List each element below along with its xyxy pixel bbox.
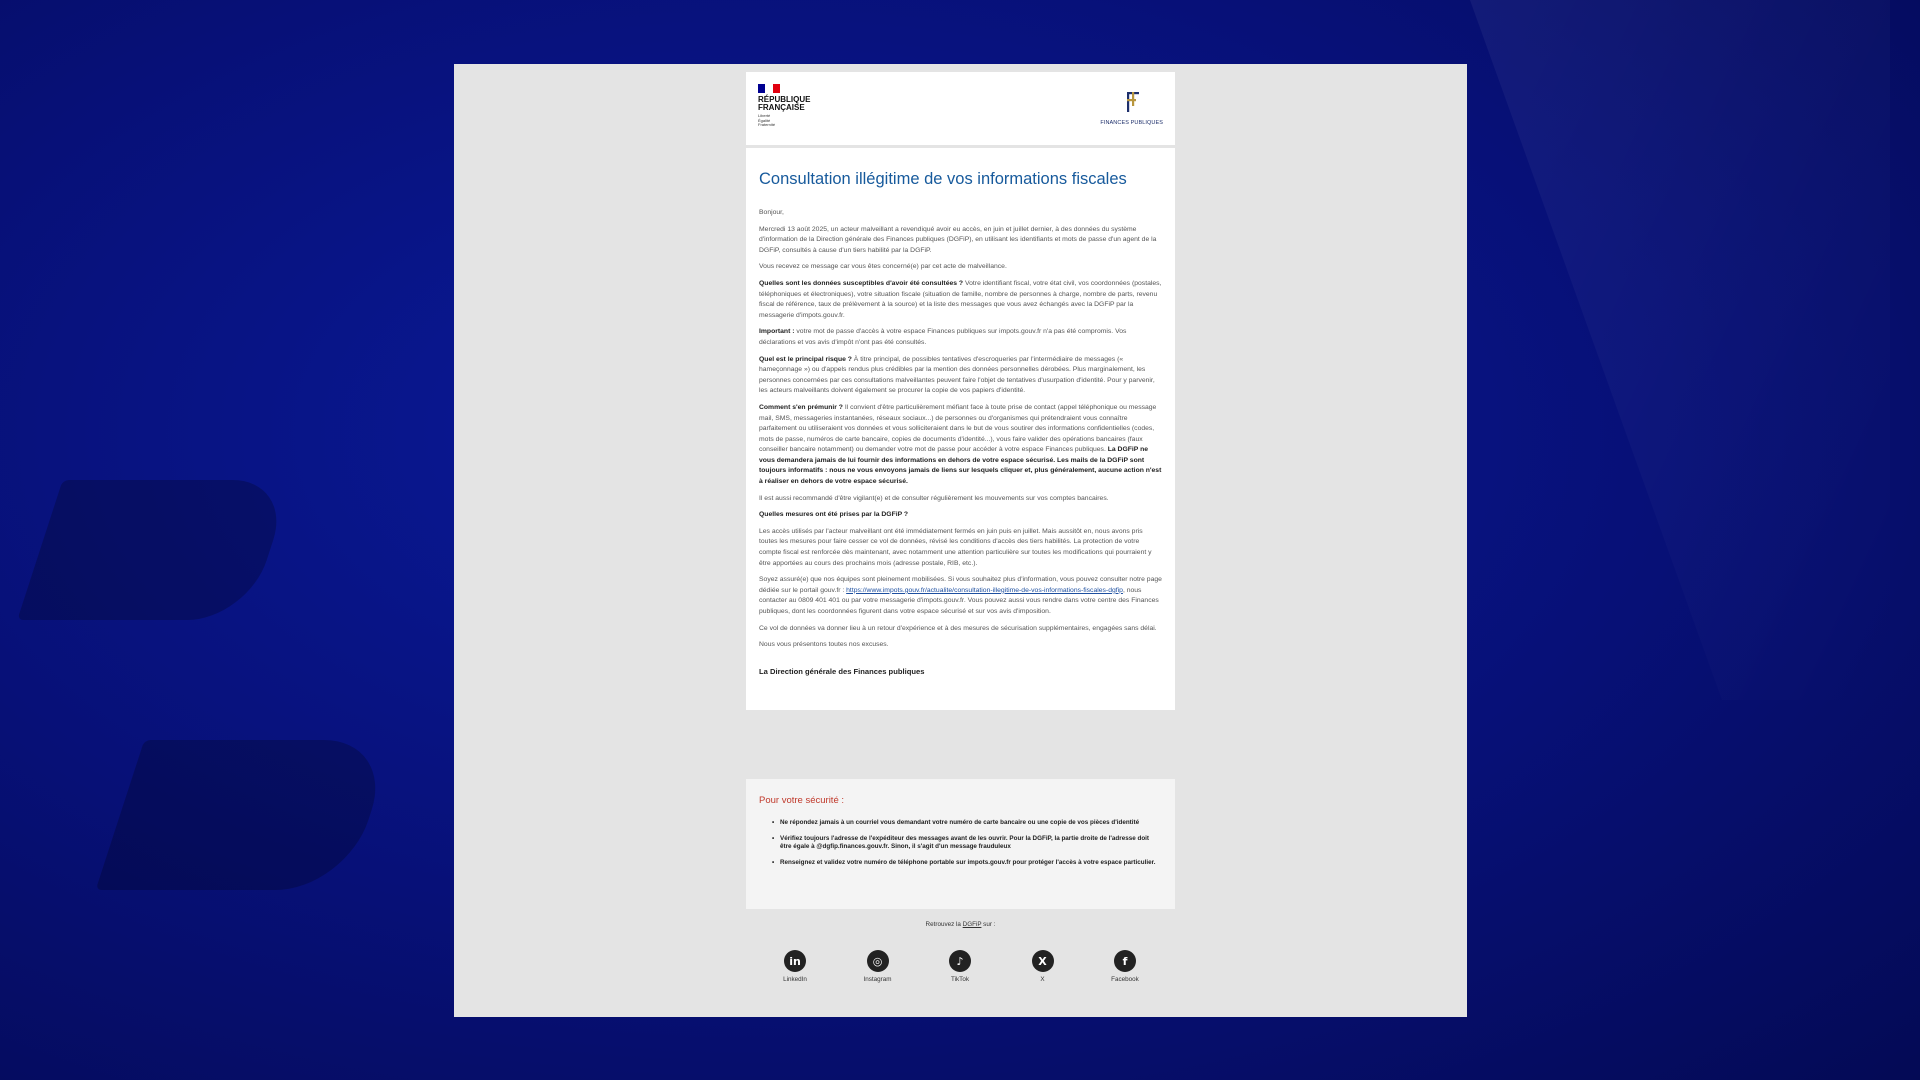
social-links bbox=[770, 950, 1150, 983]
paragraph-risk: Quel est le principal risque ? À titre principal, de possibles tentatives d'escroqueries par l'intermédiaire de messages (« hameçonnage ») ou d'appels rendus plus crédibles par la mention des données personnelles dérobées. Plus marginalement, les personnes concernées par ces consultations malveillantes peuvent faire l'objet de tentatives d'usurpation d'identité. Pour y parvenir, les acteurs malveillants doivent également se procurer la copie de vos papiers d'identité. bbox=[759, 355, 1155, 395]
social-label[interactable]: LinkedIn bbox=[783, 976, 807, 983]
paragraph-concerned: Vous recevez ce message car vous êtes concerné(e) par cet acte de malveillance. bbox=[759, 263, 1007, 271]
security-box bbox=[746, 779, 1175, 909]
email-title: Consultation illégitime de vos informations fiscales bbox=[759, 170, 1127, 188]
paragraph-vigilance: Il est aussi recommandé d'être vigilant(e) et de consulter régulièrement les mouvements sur vos comptes bancaires. bbox=[759, 494, 1109, 502]
social-label[interactable]: Facebook bbox=[1111, 976, 1139, 983]
rf-motto: Liberté Égalité Fraternité bbox=[758, 113, 776, 127]
security-tip: • Vérifiez toujours l'adresse de l'expéditeur des messages avant de les ouvrir. Pour la DGFiP, la partie droite de l'adresse doit être égale à @dgfip.finances.gouv.fr. Sinon, il s'agit d'un message frauduleux bbox=[780, 835, 1160, 851]
social-link-instagram[interactable] bbox=[853, 950, 903, 983]
paragraph-measures-heading: Quelles mesures ont été prises par la DGFiP ? bbox=[759, 511, 909, 519]
social-link-facebook[interactable] bbox=[1100, 950, 1150, 983]
x-icon[interactable]: X bbox=[1032, 950, 1054, 972]
social-link-x[interactable] bbox=[1018, 950, 1068, 983]
background-shape bbox=[96, 740, 395, 890]
paragraph-contact: Soyez assuré(e) que nos équipes sont pleinement mobilisées. Si vous souhaitez plus d'information, vous pouvez consulter notre page dédiée sur le portail gouv.fr : https://www.impots.gouv.fr/actualite/consultation-illegitime-de-vos-informations-fiscales-dgfip, nous contacter au 0809 401 401 ou par votre messagerie d'impots.gouv.fr. Vous pouvez aussi vous rendre dans votre centre des Finances publiques, dont les coordonnées figurent dans votre espace sécurisé et sur vos avis d'imposition. bbox=[759, 576, 1162, 615]
email-screenshot-frame bbox=[454, 64, 1467, 1017]
social-link-tiktok[interactable] bbox=[935, 950, 985, 983]
social-label[interactable]: X bbox=[1040, 976, 1045, 983]
email-header bbox=[746, 72, 1175, 148]
security-tip: • Renseignez et validez votre numéro de téléphone portable sur impots.gouv.fr pour protéger l'accès à votre espace particulier. bbox=[780, 859, 1160, 867]
social-label[interactable]: Instagram bbox=[863, 976, 892, 983]
social-label[interactable]: TikTok bbox=[951, 976, 969, 983]
security-list bbox=[780, 819, 1160, 875]
signature: La Direction générale des Finances publiques bbox=[759, 666, 925, 676]
email-card bbox=[746, 72, 1175, 710]
paragraph-measures: Les accès utilisés par l'acteur malveillant ont été immédiatement fermés en juin puis en juillet. Mais aussitôt en, nous avons pris toutes les mesures pour faire cesser ce vol de données, révisé les conditions d'accès des tiers habilités. La protection de votre compte fiscal est renforcée dès maintenant, avec notamment une attention particulière sur toutes les modifications qui pourraient y être apportées au cours des prochains mois (adresse postale, RIB, etc.). bbox=[759, 527, 1152, 567]
background-shape bbox=[17, 480, 292, 620]
instagram-icon[interactable]: ◎ bbox=[867, 950, 889, 972]
finances-publiques-logo: FINANCES PUBLIQUES bbox=[1100, 90, 1163, 126]
linkedin-icon[interactable]: in bbox=[784, 950, 806, 972]
paragraph-feedback: Ce vol de données va donner lieu à un retour d'expérience et à des mesures de sécurisation supplémentaires, engagées sans délai. bbox=[759, 624, 1157, 632]
info-page-link[interactable]: https://www.impots.gouv.fr/actualite/consultation-illegitime-de-vos-informations-fiscales-dgfip bbox=[846, 586, 1123, 594]
paragraph-data-consulted: Quelles sont les données susceptibles d'avoir été consultées ? Votre identifiant fiscal, votre état civil, vos coordonnées (postales, téléphoniques et électroniques), votre situation fiscale (situation de famille, nombre de personnes à charge, nombre de parts, revenu fiscal de référence, taux de prélèvement à la source) et la liste des messages que vous avez échangés avec la DGFiP par la messagerie d'impots.gouv.fr. bbox=[759, 279, 1162, 319]
rf-title: RÉPUBLIQUE FRANÇAISE bbox=[758, 95, 811, 112]
paragraph-prevention: Comment s'en prémunir ? Il convient d'être particulièrement méfiant face à toute prise de contact (appel téléphonique ou message mail, SMS, messageries instantanées, réseaux sociaux...) de personnes ou d'organismes qui prétendraient vous connaître parfaitement ou utiliseraient vos données et vous solliciteraient dans le but de vous soutirer des informations confidentielles (codes, mots de passe, numéros de carte bancaire, copies de documents d'identité...), vous faire valider des opérations bancaires (faux conseiller bancaire notamment) ou demander votre mot de passe pour accéder à votre espace Finances publiques. La DGFiP ne vous demandera jamais de lui fournir des informations en dehors de votre espace sécurisé. Les mails de la DGFiP sont toujours informatifs : nous ne vous envoyons jamais de liens sur lesquels cliquer et, plus généralement, aucune action n'est à réaliser en dehors de votre espace sécurisé. bbox=[759, 403, 1162, 486]
background-shape bbox=[1470, 0, 1890, 700]
paragraph-important: Important : votre mot de passe d'accès à votre espace Finances publiques sur impots.gouv.fr n'a pas été compromis. Vos déclarations et vos avis d'impôt n'ont pas été consultés. bbox=[759, 328, 1127, 346]
republique-francaise-logo bbox=[758, 84, 810, 128]
email-body bbox=[746, 148, 1175, 710]
social-link-linkedin[interactable] bbox=[770, 950, 820, 983]
tiktok-icon[interactable]: ♪ bbox=[949, 950, 971, 972]
security-title: Pour votre sécurité : bbox=[759, 795, 845, 806]
french-flag-icon bbox=[758, 84, 780, 93]
paragraph-intro: Mercredi 13 août 2025, un acteur malveillant a revendiqué avoir eu accès, en juin et juillet dernier, à des données du système d'information de la Direction générale des Finances publiques (DGFiP), en utilisant les identifiants et mots de passe d'un agent de la DGFiP, consultés à cause d'un tiers habilité par la DGFiP. bbox=[759, 225, 1157, 254]
finances-publiques-icon bbox=[1123, 90, 1141, 114]
follow-line: Retrouvez la DGFiP sur : bbox=[925, 921, 996, 928]
security-tip: • Ne répondez jamais à un courriel vous demandant votre numéro de carte bancaire ou une copie de vos pièces d'identité bbox=[780, 819, 1160, 827]
dgfip-link[interactable]: DGFiP bbox=[962, 921, 982, 928]
paragraph-apology: Nous vous présentons toutes nos excuses. bbox=[759, 641, 889, 649]
greeting: Bonjour, bbox=[759, 209, 784, 216]
facebook-icon[interactable]: f bbox=[1114, 950, 1136, 972]
